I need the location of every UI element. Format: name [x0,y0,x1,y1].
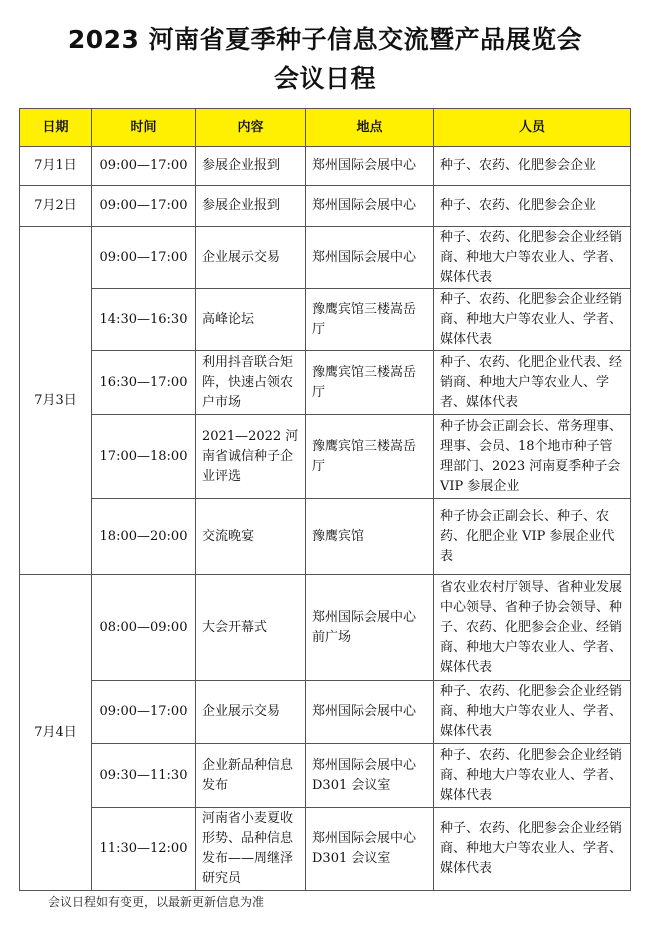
content-cell: 交流晚宴 [196,499,306,575]
schedule-table [19,108,631,891]
people-cell: 种子、农药、化肥参会企业 [434,186,631,227]
table-row [20,808,631,891]
time-cell: 08:00—09:00 [92,575,196,681]
date-cell: 7月4日 [20,575,92,891]
content-cell: 参展企业报到 [196,186,306,227]
table-row [20,744,631,808]
table-row [20,575,631,681]
table-row [20,186,631,227]
page-subtitle: 会议日程 [273,64,376,93]
people-cell: 种子、农药、化肥参会企业经销商、种地大户等农业人、学者、媒体代表 [434,681,631,744]
date-cell: 7月3日 [20,227,92,575]
table-row [20,499,631,575]
content-cell: 利用抖音联合矩阵，快速占领农户市场 [196,351,306,415]
date-cell: 7月1日 [20,147,92,186]
place-cell: 豫鹰宾馆三楼嵩岳厅 [306,415,434,499]
place-cell: 郑州国际会展中心 [306,186,434,227]
time-cell: 18:00—20:00 [92,499,196,575]
time-cell: 16:30—17:00 [92,351,196,415]
people-cell: 种子、农药、化肥参会企业经销商、种地大户等农业人、学者、媒体代表 [434,289,631,351]
content-cell: 河南省小麦夏收形势、品种信息发布——周继泽研究员 [196,808,306,891]
place-cell: 郑州国际会展中心 [306,147,434,186]
table-row [20,227,631,289]
people-cell: 种子协会正副会长、常务理事、理事、会员、18个地市种子管理部门、2023 河南夏季种子会 VIP 参展企业 [434,415,631,499]
content-cell: 大会开幕式 [196,575,306,681]
header-date: 日期 [20,109,92,147]
time-cell: 09:00—17:00 [92,147,196,186]
table-header-row [20,109,631,147]
content-cell: 企业展示交易 [196,227,306,289]
content-cell: 参展企业报到 [196,147,306,186]
content-cell: 高峰论坛 [196,289,306,351]
place-cell: 郑州国际会展中心 [306,227,434,289]
place-cell: 郑州国际会展中心D301 会议室 [306,744,434,808]
table-row [20,289,631,351]
people-cell: 种子、农药、化肥企业代表、经销商、种地大户等农业人、学者、媒体代表 [434,351,631,415]
time-cell: 09:00—17:00 [92,681,196,744]
date-cell: 7月2日 [20,186,92,227]
time-cell: 09:00—17:00 [92,227,196,289]
people-cell: 省农业农村厅领导、省种业发展中心领导、省种子协会领导、种子、农药、化肥参会企业、经销商、种地大户等农业人、学者、媒体代表 [434,575,631,681]
table-row [20,351,631,415]
place-cell: 豫鹰宾馆三楼嵩岳厅 [306,351,434,415]
header-people: 人员 [434,109,631,147]
people-cell: 种子、农药、化肥参会企业经销商、种地大户等农业人、学者、媒体代表 [434,808,631,891]
people-cell: 种子协会正副会长、种子、农药、化肥企业 VIP 参展企业代表 [434,499,631,575]
table-row [20,147,631,186]
header-time: 时间 [92,109,196,147]
page-title: 2023 河南省夏季种子信息交流暨产品展览会 [67,25,583,54]
place-cell: 郑州国际会展中心 [306,681,434,744]
content-cell: 2021—2022 河南省诚信种子企业评选 [196,415,306,499]
change-note: 会议日程如有变更，以最新更新信息为准 [48,895,265,909]
header-content: 内容 [196,109,306,147]
people-cell: 种子、农药、化肥参会企业经销商、种地大户等农业人、学者、媒体代表 [434,227,631,289]
time-cell: 14:30—16:30 [92,289,196,351]
header-place: 地点 [306,109,434,147]
place-cell: 豫鹰宾馆 [306,499,434,575]
time-cell: 17:00—18:00 [92,415,196,499]
time-cell: 09:30—11:30 [92,744,196,808]
place-cell: 郑州国际会展中心前广场 [306,575,434,681]
place-cell: 豫鹰宾馆三楼嵩岳厅 [306,289,434,351]
content-cell: 企业展示交易 [196,681,306,744]
content-cell: 企业新品种信息发布 [196,744,306,808]
people-cell: 种子、农药、化肥参会企业 [434,147,631,186]
time-cell: 09:00—17:00 [92,186,196,227]
people-cell: 种子、农药、化肥参会企业经销商、种地大户等农业人、学者、媒体代表 [434,744,631,808]
table-row [20,415,631,499]
place-cell: 郑州国际会展中心D301 会议室 [306,808,434,891]
time-cell: 11:30—12:00 [92,808,196,891]
table-row [20,681,631,744]
